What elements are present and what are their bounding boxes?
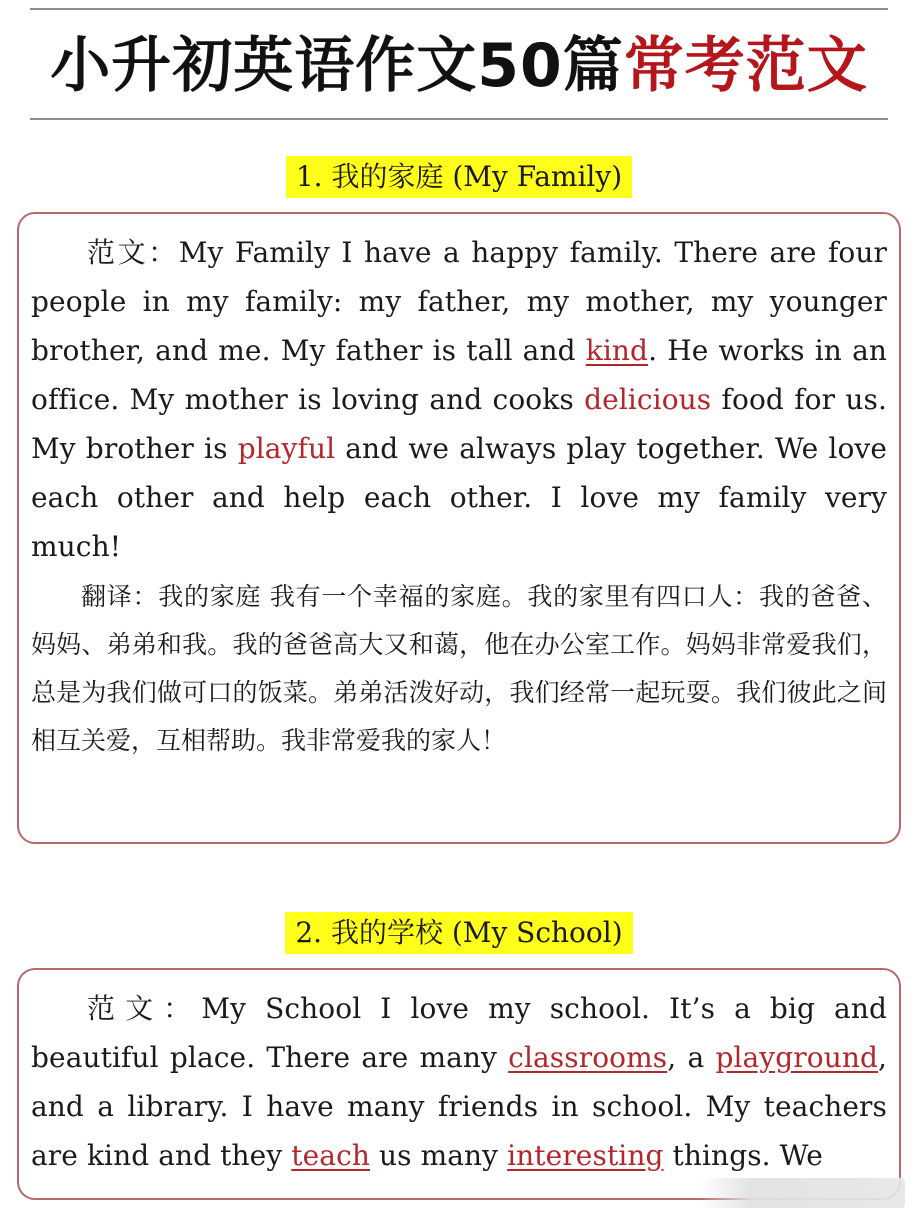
essay-text-segment: , and a library. I have many friends in school. My teachers are kind and they xyxy=(31,1041,887,1172)
essay-label: 范文： xyxy=(87,236,179,269)
keyword-playground: playground xyxy=(715,1041,878,1074)
translation-text: 我的家庭 我有一个幸福的家庭。我的家里有四口人：我的爸爸、妈妈、弟弟和我。我的爸爸高大又和蔼，他在办公室工作。妈妈非常爱我们，总是为我们做可口的饭菜。弟弟活泼好动，我们经常一起玩耍。我们彼此之间相互关爱，互相帮助。我非常爱我的家人！ xyxy=(31,582,887,755)
section-heading-school xyxy=(0,912,918,954)
essay-translation xyxy=(31,573,887,765)
title-highlight: 常考范文 xyxy=(623,31,868,101)
section-heading-label: 1. 我的家庭 (My Family) xyxy=(286,156,632,198)
blurred-watermark xyxy=(700,1178,905,1208)
page-title xyxy=(0,26,918,106)
keyword-classrooms: classrooms xyxy=(508,1041,668,1074)
essay-text-segment: food for us. My brother is xyxy=(31,383,887,465)
essay-text-segment: us many xyxy=(370,1139,508,1172)
keyword-teach: teach xyxy=(291,1139,370,1172)
essay-text-segment: things. We xyxy=(663,1139,823,1172)
essay-card-family xyxy=(17,212,901,844)
section-heading-family xyxy=(0,156,918,198)
keyword-delicious: delicious xyxy=(584,383,712,416)
essay-english-text xyxy=(31,984,887,1180)
essay-english-text xyxy=(31,228,887,571)
title-main: 小升初英语作文50篇 xyxy=(50,31,624,101)
keyword-kind: kind xyxy=(585,334,649,367)
essay-text-segment: . He works in an office. My mother is loving and cooks xyxy=(31,334,887,416)
title-divider xyxy=(30,118,888,120)
keyword-playful: playful xyxy=(237,432,336,465)
essay-text-segment: , a xyxy=(667,1041,716,1074)
essay-text-segment: My School I love my school. It’s a big and beautiful place. There are many xyxy=(31,992,887,1074)
essay-label: 范文： xyxy=(87,992,202,1025)
top-rule xyxy=(30,8,888,10)
translation-label: 翻译： xyxy=(81,582,159,611)
section-heading-label: 2. 我的学校 (My School) xyxy=(285,912,632,954)
keyword-interesting: interesting xyxy=(507,1139,664,1172)
essay-text-segment: and we always play together. We love each other and help each other. I love my family very much! xyxy=(31,432,887,563)
essay-text-segment: My Family I have a happy family. There are four people in my family: my father, my mother, my younger brother, and me. My father is tall and xyxy=(31,236,887,367)
essay-card-school xyxy=(17,968,901,1200)
